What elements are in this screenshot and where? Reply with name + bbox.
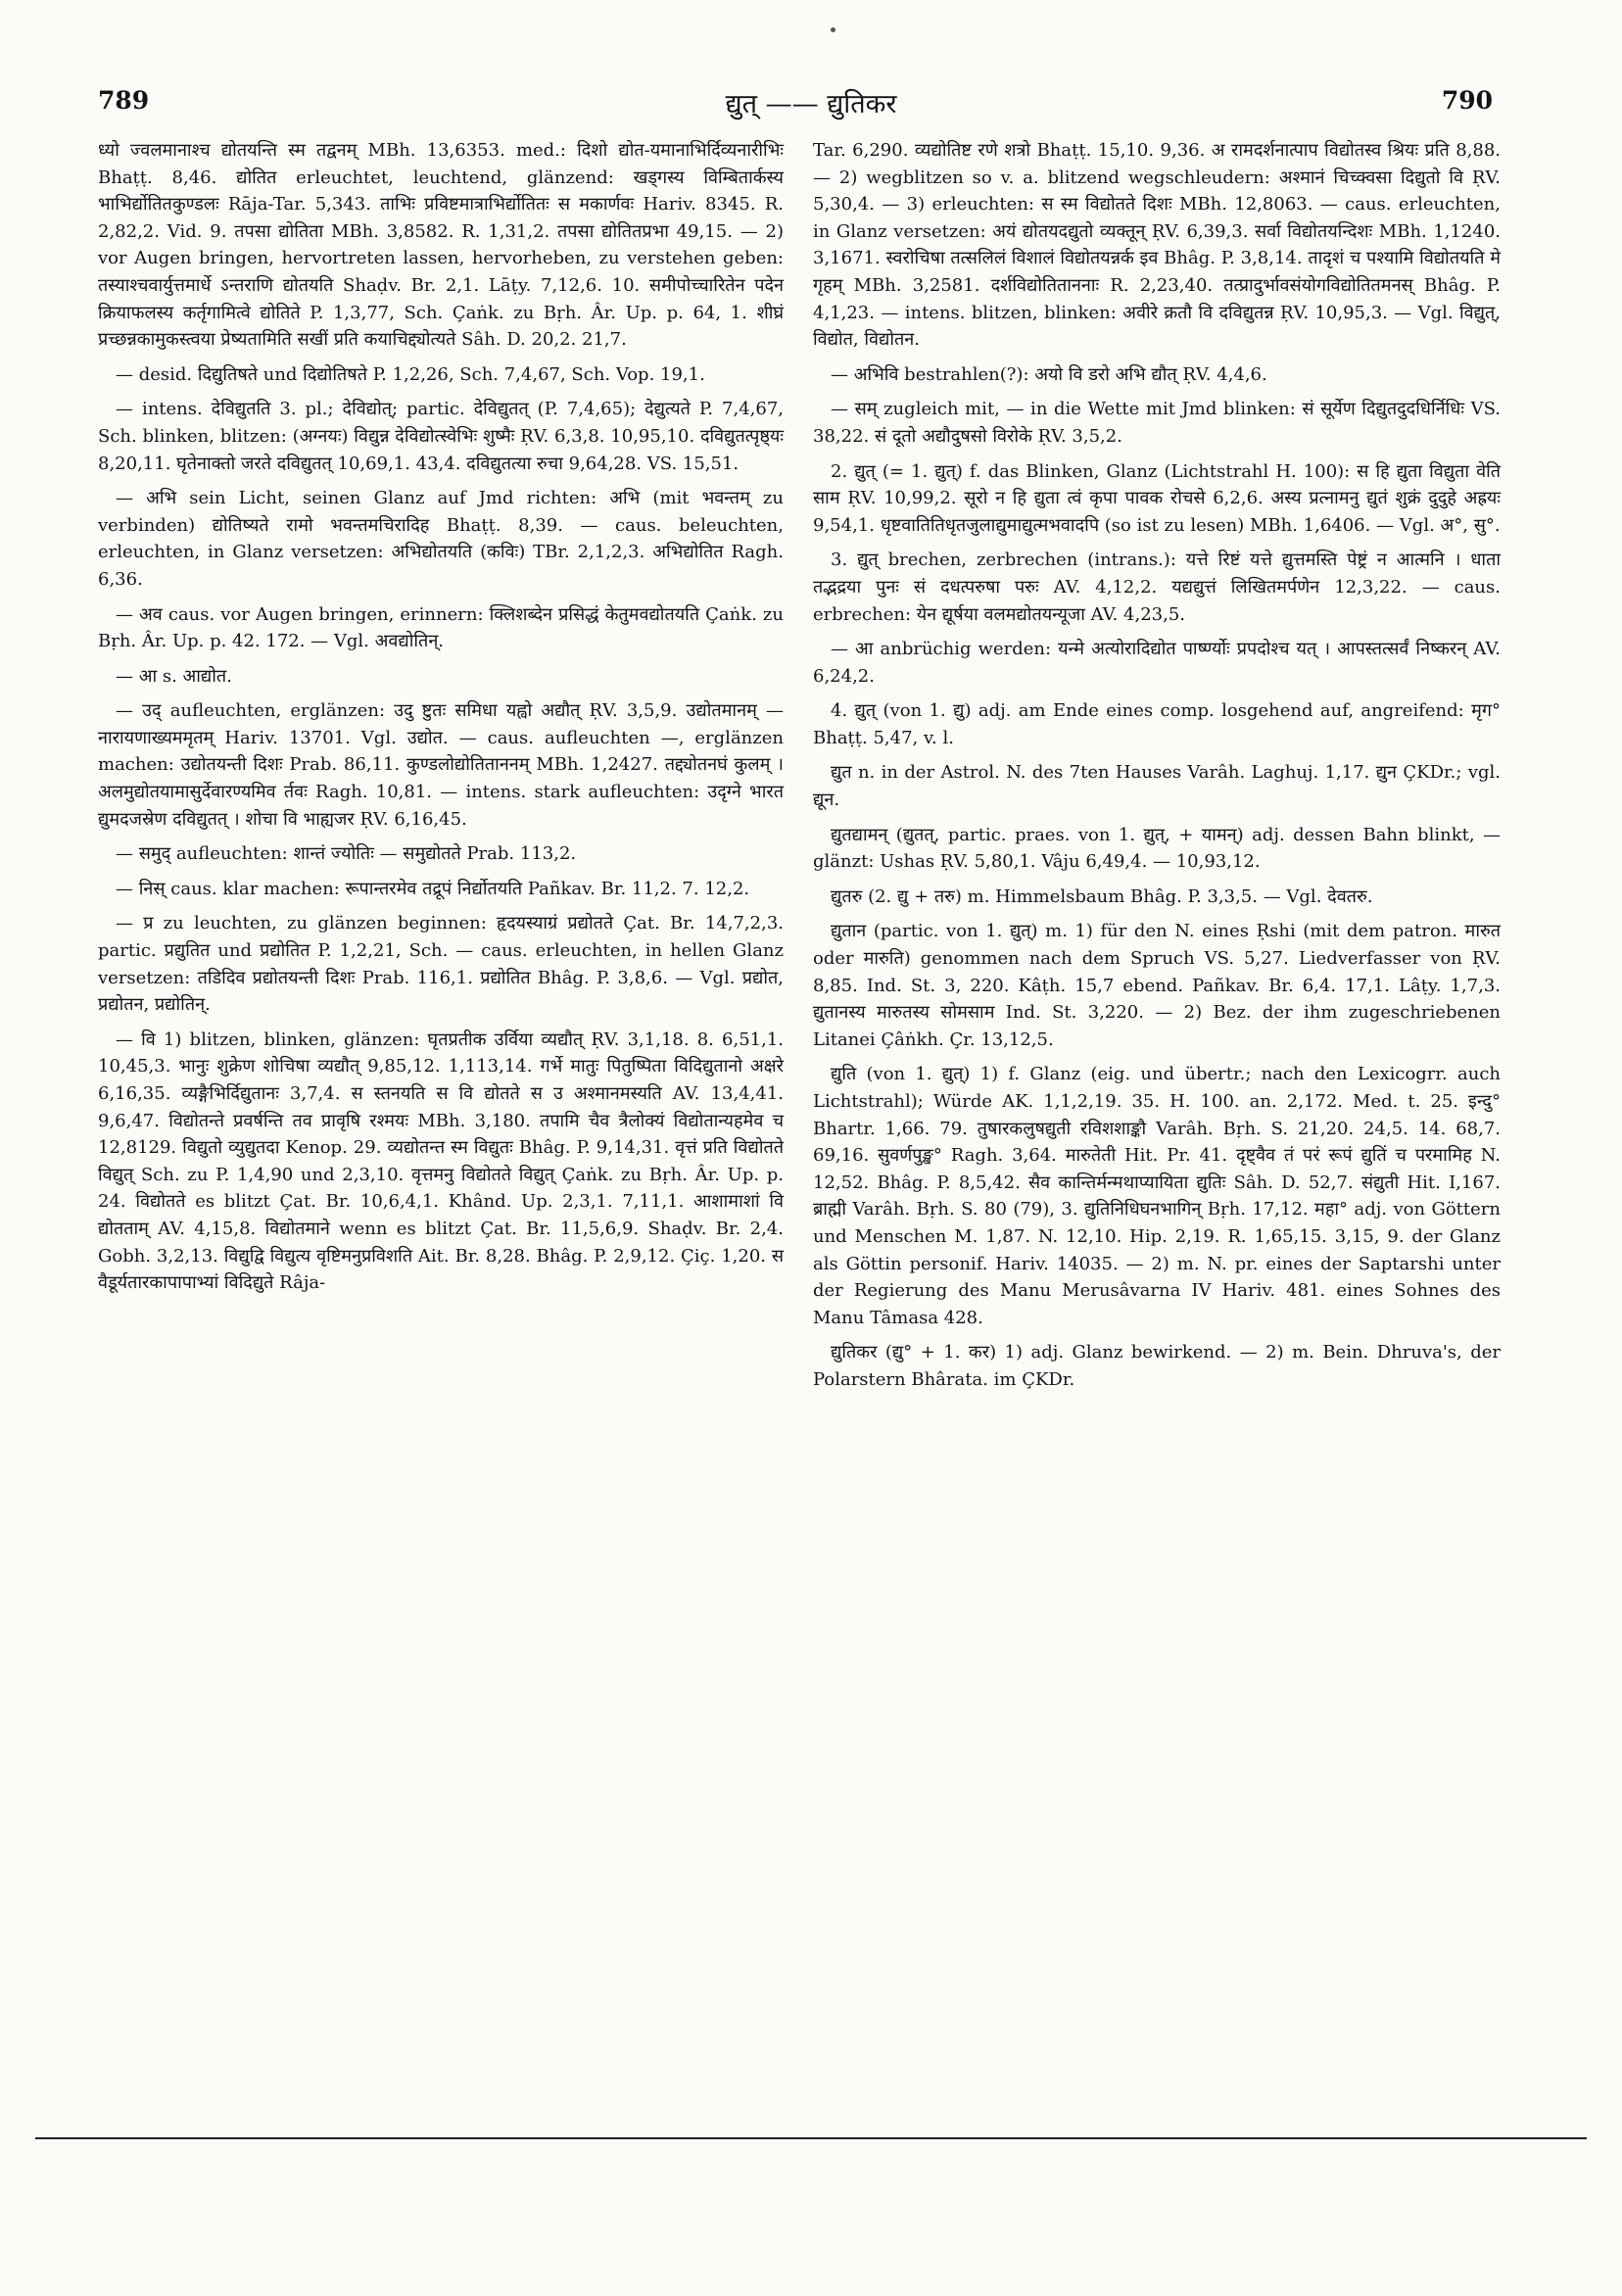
entry-paragraph: — आ anbrüchig werden: यन्मे अत्योरादिद्योत पार्ष्ण्योः प्रपदोश्च यत् । आपस्तत्सर्वं निष्करन् AV. 6,24,2. <box>813 639 1501 687</box>
entry-paragraph: 4. द्युत् (von 1. द्यु) adj. am Ende eines comp. losgehend auf, angreifend: मृग° Bhaṭṭ. 5,47, v. l. <box>813 700 1501 748</box>
bottom-rule <box>35 2137 1587 2139</box>
right-page-number: 790 <box>1441 86 1493 115</box>
entry-paragraph: — आ s. आद्योत. <box>116 665 232 687</box>
entry-paragraph: — अव caus. vor Augen bringen, erinnern: क्लिशब्देन प्रसिद्धं केतुमवद्योतयति Çaṅk. zu Bṛh. Âr. Up. p. 42. 172. — Vgl. अवद्योतिन्. <box>98 603 784 652</box>
entry-paragraph: द्युत n. in der Astrol. N. des 7ten Hauses Varâh. Laghuj. 1,17. द्युन ÇKDr.; vgl. द्यून. <box>813 762 1501 811</box>
entry-paragraph: द्युति (von 1. द्युत्) 1) f. Glanz (eig. und übertr.; nach den Lexicogrr. auch Lichtstrahl); Würde AK. 1,1,2,19. 35. H. 100. an. 2,172. Med. t. 25. इन्दु° Bhartr. 1,66. 79. तुषारकलुषद्युती रविशशाङ्कौ Varâh. Bṛh. S. 21,20. 24,5. 14. 68,7. 69,16. सुवर्णपुङ्ख° Ragh. 3,64. मारुतेती Hit. Pr. 41. दृष्ट्वैव तं परं रूपं द्युतिं च परमामिह N. 12,52. Bhâg. P. 8,5,42. सैव कान्तिर्मन्मथाप्यायिता द्युतिः Sâh. D. 52,7. संद्युती Hit. I,167. ब्राह्मी Varâh. Bṛh. S. 80 (79), 3. द्युतिनिधिघनभागिन् Bṛh. 17,12. महा° adj. von Göttern und Menschen M. 1,87. N. 12,10. Hip. 2,19. R. 1,65,15. 3,15, 9. der Glanz als Göttin personif. Hariv. 14035. — 2) m. N. pr. eines der Saptarshi unter der Regierung des Manu Merusâvarna IV Hariv. 481. eines Sohnes des Manu Tâmasa 428. <box>813 1064 1501 1328</box>
entry-paragraph: — desid. दिद्युतिषते und दिद्योतिषते P. 1,2,26, Sch. 7,4,67, Sch. Vop. 19,1. <box>116 363 705 385</box>
entry-paragraph: 3. द्युत् brechen, zerbrechen (intrans.): यत्ते रिष्टं यत्ते द्युत्तमस्ति पेष्ट्रं न आत्मनि । धाता तद्भद्रया पुनः सं दधत्परुषा परुः AV. 4,12,2. यद्यद्युत्तं लिखितमर्पणेन 12,3,22. — caus. erbrechen: येन द्यूर्षया वलमद्योतयन्यूजा AV. 4,23,5. <box>813 550 1501 625</box>
entry-paragraph: — प्र zu leuchten, zu glänzen beginnen: हृदयस्याग्रं प्रद्योतते Çat. Br. 14,7,2,3. partic. प्रद्युतित und प्रद्योतित P. 1,2,21, Sch. — caus. erleuchten, in hellen Glanz versetzen: तडिदिव प्रद्योतयन्ती दिशः Prab. 116,1. प्रद्योतित Bhâg. P. 3,8,6. — Vgl. प्रद्योत, प्रद्योतन, प्रद्योतिन्. <box>98 913 784 1016</box>
right-column <box>813 137 1501 1402</box>
left-page-number: 789 <box>98 86 150 115</box>
entry-paragraph: 2. द्युत् (= 1. द्युत्) f. das Blinken, Glanz (Lichtstrahl H. 100): स हि द्युता विद्युता वेति साम ṚV. 10,99,2. सूरो न हि द्युता त्वं कृपा पावक रोचसे 6,2,6. अस्य प्रत्नामनु द्युतं शुक्रं दुदुहे अह्रयः 9,54,1. धृष्टवातितिधृतजुलाद्युमाद्युत्मभवादपि (so ist zu lesen) MBh. 1,6406. — Vgl. अ°, सु°. <box>813 460 1501 536</box>
speck-mark <box>831 27 835 32</box>
entry-paragraph: द्युतिकर (द्यु° + 1. कर) 1) adj. Glanz bewirkend. — 2) m. Bein. Dhruva's, der Polarstern Bhârata. im ÇKDr. <box>813 1342 1501 1390</box>
entry-paragraph: — वि 1) blitzen, blinken, glänzen: घृतप्रतीक उर्विया व्यद्यौत् ṚV. 3,1,18. 8. 6,51,1. 10,45,3. भानुः शुक्रेण शोचिषा व्यद्यौत् 9,85,12. 1,113,14. गर्भे मातुः पितुष्पिता विदिद्युतानो अक्षरे 6,16,35. व्यङ्गैभिर्दिद्युतानः 3,7,4. स स्तनयति स वि द्योतते स उ अश्मानमस्यति AV. 13,4,41. 9,6,47. विद्योतन्ते प्रवर्षन्ति तव प्रावृषि रश्मयः MBh. 3,180. तपामि चैव त्रैलोक्यं विद्योतान्यहमेव च 12,8129. विद्युतो व्युद्युतदा Kenop. 29. व्यद्योतन्त स्म विद्युतः Bhâg. P. 9,14,31. वृत्तं प्रति विद्योतते विद्युत् Sch. zu P. 1,4,90 und 2,3,10. वृत्तमनु विद्योतते विद्युत् Çaṅk. zu Bṛh. Âr. Up. p. 24. विद्योतते es blitzt Çat. Br. 10,6,4,1. Khând. Up. 2,3,1. 7,11,1. आशामाशां वि द्योतताम् AV. 4,15,8. विद्योतमाने wenn es blitzt Çat. Br. 11,5,6,9. Shaḍv. Br. 2,4. Gobh. 3,2,13. विद्युद्वि विद्युत्य वृष्टिमनुप्रविशति Ait. Br. 8,28. Bhâg. P. 2,9,12. Çiç. 1,20. स वैडूर्यतारकापापाभ्यां विदिद्युते Râja- <box>98 1028 784 1294</box>
left-column <box>98 137 784 1305</box>
entry-paragraph: — सम् zugleich mit, — in die Wette mit Jmd blinken: सं सूर्येण दिद्युतदुदधिर्निधिः VS. 38,22. सं दूतो अद्यौदुषसो विरोके ṚV. 3,5,2. <box>813 399 1501 447</box>
entry-paragraph: द्युतद्यामन् (द्युतत्, partic. praes. von 1. द्युत्, + यामन्) adj. dessen Bahn blinkt, — glänzt: Ushas ṚV. 5,80,1. Vâju 6,49,4. — 10,93,12. <box>813 824 1501 873</box>
entry-paragraph: द्युतरु (2. द्यु + तरु) m. Himmelsbaum Bhâg. P. 3,3,5. — Vgl. देवतरु. <box>831 885 1373 907</box>
entry-paragraph: द्युतान (partic. von 1. द्युत्) m. 1) für den N. eines Ṛshi (mit dem patron. मारुत oder मारुति) genommen nach dem Spruch VS. 5,27. Liedverfasser von ṚV. 8,85. Ind. St. 3, 220. Kâṭh. 15,7 ebend. Pañkav. Br. 6,4. 17,1. Lâṭy. 1,7,3. द्युतानस्य मारुतस्य सोमसाम Ind. St. 3,220. — 2) Bez. der ihm zugeschriebenen Litanei Çâṅkh. Çr. 13,12,5. <box>813 921 1501 1050</box>
entry-paragraph: — निस् caus. klar machen: रूपान्तरमेव तद्रूपं निर्द्योतयति Pañkav. Br. 11,2. 7. 12,2. <box>116 878 750 899</box>
entry-paragraph: Tar. 6,290. व्यद्योतिष्ट रणे शत्रो Bhaṭṭ. 15,10. 9,36. अ रामदर्शनात्पाप विद्योतस्व श्रियः प्रति 8,88. — 2) wegblitzen so v. a. blitzend wegschleudern: अश्मानं चिच्क्वसा दिद्युतो वि ṚV. 5,30,4. — 3) erleuchten: स स्म विद्योतते दिशः MBh. 12,8063. — caus. erleuchten, in Glanz versetzen: अयं द्योतयदद्युतो व्यक्तून् ṚV. 6,39,3. सर्वा विद्योतयन्दिशः MBh. 1,1240. 3,1671. स्वरोचिषा तत्सलिलं विशालं विद्योतयन्नर्क इव Bhâg. P. 3,8,14. तादृशं च पश्यामि विद्योतयति मे गृहम् MBh. 3,2581. दर्शविद्योतिताननाः R. 2,23,40. तत्प्रादुर्भावसंयोगविद्योतितमनस् Bhâg. P. 4,1,23. — intens. blitzen, blinken: अवीरे क्रतौ वि दविद्युतन्न ṚV. 10,95,3. — Vgl. विद्युत्, विद्योत, विद्योतन. <box>813 140 1501 351</box>
entry-paragraph: ध्यो ज्वलमानाश्च द्योतयन्ति स्म तद्वनम् MBh. 13,6353. med.: दिशो द्योत-यमानाभिर्दिव्यनारीभिः Bhaṭṭ. 8,46. द्योतित erleuchtet, leuchtend, glänzend: खड्गस्य विम्बितार्कस्य भाभिर्द्योतितकुण्डलः Rāja-Tar. 5,343. ताभिः प्रविष्टमात्राभिर्द्योतितः स मकार्णवः Hariv. 8345. R. 2,82,2. Vid. 9. तपसा द्योतिता MBh. 3,8582. R. 1,31,2. तपसा द्योतितप्रभा 49,15. — 2) vor Augen bringen, hervortreten lassen, hervorheben, zu verstehen geben: तस्याश्चवार्युत्तमार्धे ऽन्तराणि द्योतयति Shaḍv. Br. 2,1. Lāṭy. 7,12,6. 10. समीपोच्चारितेन पदेन क्रियाफलस्य कर्तृगामित्वे द्योतिते P. 1,3,77, Sch. Çaṅk. zu Bṛh. Âr. Up. p. 64, 1. शीघ्रं प्रच्छन्नकामुकस्त्वया प्रेष्यतामिति सखीं प्रति कयाचिद्द्योत्यते Sâh. D. 20,2. 21,7. <box>98 140 784 351</box>
entry-paragraph: — अभि sein Licht, seinen Glanz auf Jmd richten: अभि (mit भवन्तम् zu verbinden) द्योतिष्यते रामो भवन्तमचिरादिह Bhaṭṭ. 8,39. — caus. beleuchten, erleuchten, in Glanz versetzen: अभिद्योतयति (कविः) TBr. 2,1,2,3. अभिद्योतित Ragh. 6,36. <box>98 488 784 590</box>
entry-paragraph: — समुद् aufleuchten: शान्तं ज्योतिः — समुद्योतते Prab. 113,2. <box>116 843 577 865</box>
running-head: द्युत् —— द्युतिकर <box>725 89 897 120</box>
entry-paragraph: — अभिवि bestrahlen(?): अयो वि डरो अभि द्यौत् ṚV. 4,4,6. <box>831 363 1267 385</box>
entry-paragraph: — उद् aufleuchten, erglänzen: उदु ष्टुतः समिधा यह्वो अद्यौत् ṚV. 3,5,9. उद्योतमानम् — नारायणाख्यममृतम् Hariv. 13701. Vgl. उद्योत. — caus. aufleuchten —, erglänzen machen: उद्योतयन्ती दिशः Prab. 86,11. कुण्डलोद्योतिताननम् MBh. 1,2427. तद्द्योतनघं कुलम् । अलमुद्योतयामासुर्देवारण्यमिव र्तवः Ragh. 10,81. — intens. stark aufleuchten: उदृग्ने भारत द्युमदजस्रेण दविद्युतत् । शोचा वि भाह्यजर ṚV. 6,16,45. <box>98 700 784 830</box>
entry-paragraph: — intens. देविद्युतति 3. pl.; देविद्योत्; partic. देविद्युतत् (P. 7,4,65); देद्युत्यते P. 7,4,67, Sch. blinken, blitzen: (अग्नयः) विद्युन्न देविद्योत्स्वेभिः शुष्मैः ṚV. 6,3,8. 10,95,10. दविद्युतत्पृष्ठ्यः 8,20,11. घृतेनाक्तो जरते दविद्युतत् 10,69,1. 43,4. दविद्युतत्या रुचा 9,64,28. VS. 15,51. <box>98 399 784 474</box>
